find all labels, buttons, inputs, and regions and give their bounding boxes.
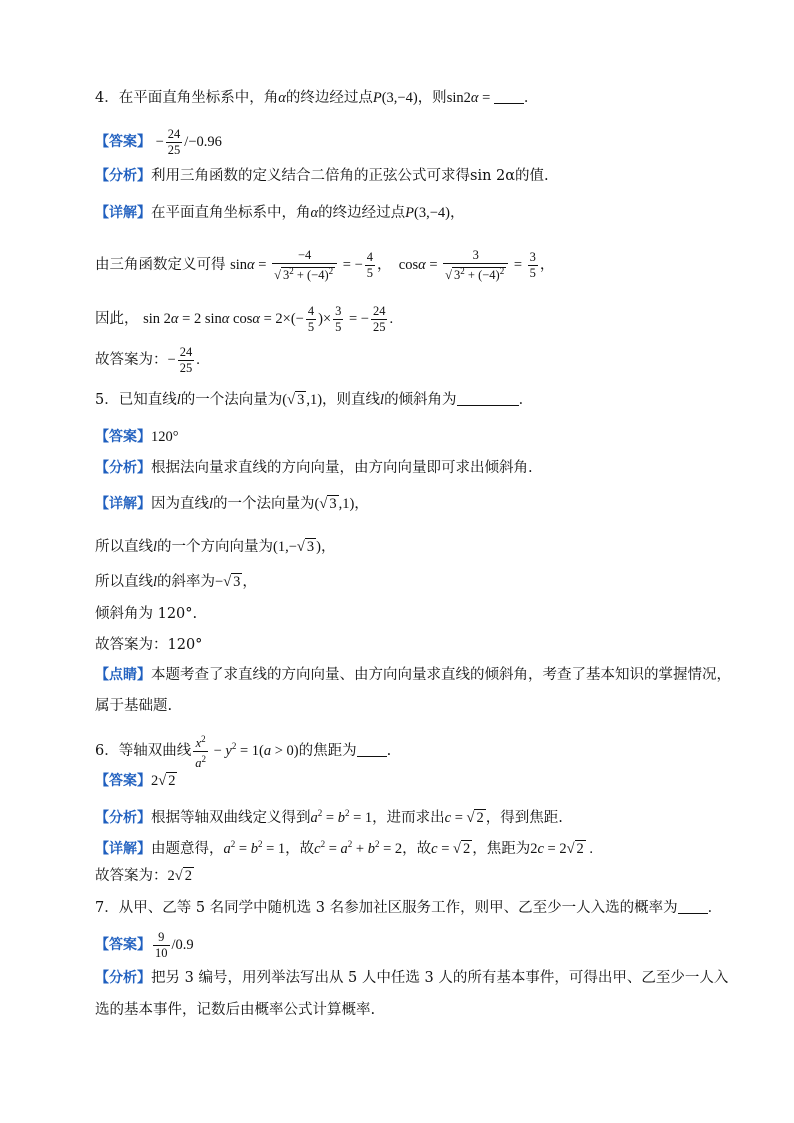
analysis-tag: 【分析】: [95, 168, 151, 184]
q5-line-2: 所以直线l的一个方向向量为(1,−√ 3 )，: [95, 539, 336, 555]
q6-answer: 【答案】2√ 2: [95, 773, 176, 789]
q7-analysis-2: 选的基本事件，记数后由概率公式计算概率.: [95, 1002, 376, 1018]
q4-question: 4．在平面直角坐标系中，角α的终边经过点P(3,−4)，则sin2α = ．: [95, 90, 539, 106]
q5-detail-1: 【详解】因为直线l的一个法向量为(√ 3 ,1)，: [95, 496, 369, 512]
q6-question: 6．等轴双曲线 $\frac{x^2}{a^2}$ − $y^2 = 1(a > 0)$的焦距为 .: [95, 733, 392, 771]
q4-analysis: [95, 166, 734, 186]
answer-tag: 【答案】: [95, 133, 151, 150]
q6-conclusion: 故答案为：2√ 2: [95, 868, 192, 884]
q7-question: 7．从甲、乙等 5 名同学中随机选 3 名参加社区服务工作，则甲、乙至少一人入选的概率为 ．: [95, 900, 723, 916]
q4-conclusion: 故答案为：− $\frac{24}{25}$ .: [95, 345, 200, 376]
q4-answer: 【答案】 − $\frac{24}{25}$ /−0.96: [95, 127, 222, 157]
q5-line-5: 故答案为：120°: [95, 637, 203, 653]
q5-line-4: 倾斜角为 120°.: [95, 606, 198, 622]
q6-detail: 【详解】由题意得，$a^2 = b^2 = 1$，故$c^2 = a^2 + b^2 = 2$，故c = √ 2 ，焦距为2c = 2√ 2 .: [95, 839, 594, 857]
q5-analysis: 【分析】根据法向量求直线的方向向量，由方向向量即可求出倾斜角.: [95, 460, 533, 476]
q5-question: 5．已知直线l的一个法向量为(√ 3 ,1)，则直线l的倾斜角为 ．: [95, 392, 534, 408]
q5-comment-2: 属于基础题.: [95, 698, 173, 714]
q5-line-3: 所以直线l的斜率为−√ 3 ，: [95, 574, 257, 590]
q7-analysis: 【分析】把另 3 编号，用列举法写出从 5 人中任选 3 人的所有基本事件，可得出甲、乙至少一人入: [95, 970, 729, 986]
detail-tag: 【详解】: [95, 205, 151, 221]
q6-analysis: 【分析】根据等轴双曲线定义得到$a^2 = b^2 = 1$，进而求出c = √ 2 ，得到焦距.: [95, 808, 563, 826]
q4-detail-3: 因此， sin 2α = 2 sinα cosα = 2×(− $\frac{4}{5}$ )× $\frac{3}{5}$ = − $\frac{24}{25}$ .: [95, 304, 394, 335]
q7-answer: 【答案】 $\frac{9}{10}$ /0.9: [95, 930, 194, 961]
q4-detail-1: 【详解】在平面直角坐标系中，角α的终边经过点P(3,−4)，: [95, 205, 465, 221]
q4-detail-2: 由三角函数定义可得 sinα = $\frac{-4}{√ 3^2 + (-4)^2}$ = − $\frac{4}{5}$ ， cosα = $\frac{3}{√ 3^2 + (-4)^2}$ = $\frac{3}{5}$ ，: [95, 248, 555, 283]
q4-analysis-text: 利用三角函数的定义结合二倍角的正弦公式可求得sin 2α的值.: [151, 168, 549, 184]
q5-comment: 【点睛】本题考查了求直线的方向向量、由方向向量求直线的倾斜角，考查了基本知识的掌握情况，: [95, 667, 731, 683]
q5-answer: 【答案】120°: [95, 429, 179, 445]
